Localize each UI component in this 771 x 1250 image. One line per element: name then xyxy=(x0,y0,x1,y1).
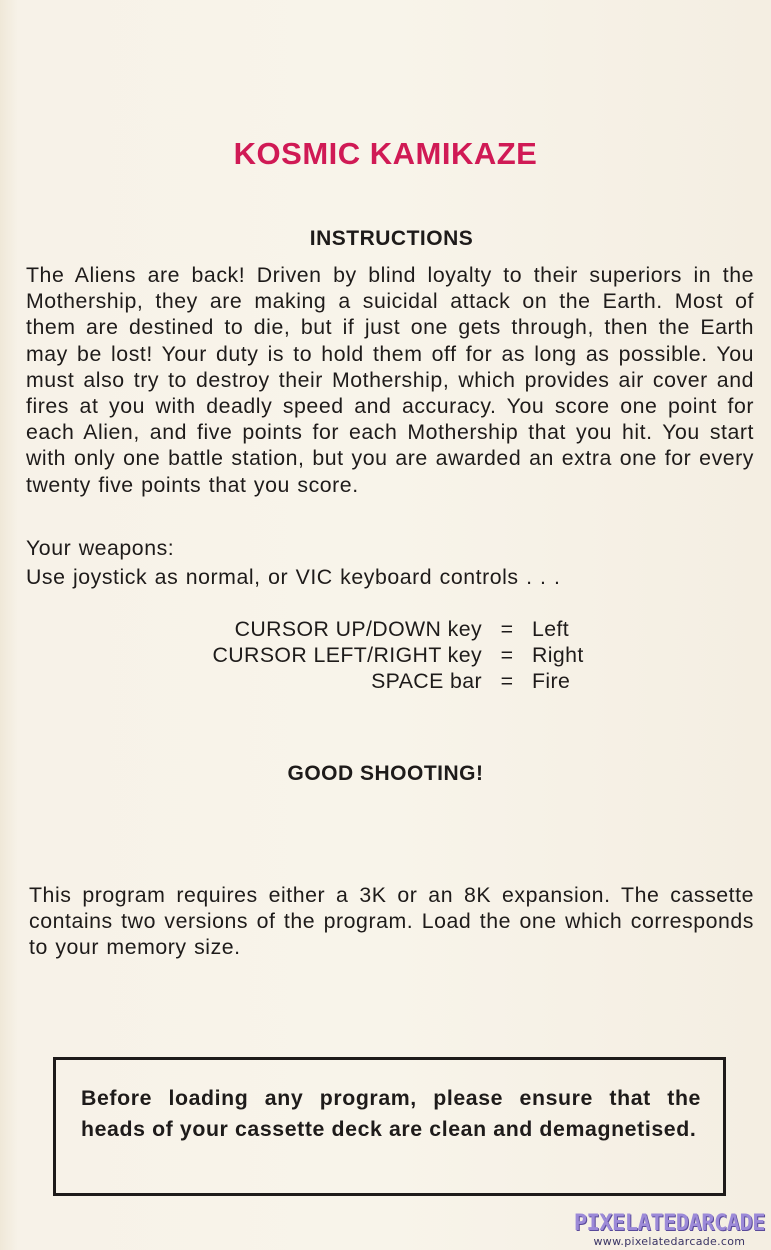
good-shooting-heading: GOOD SHOOTING! xyxy=(287,762,484,785)
control-action: Left xyxy=(532,617,570,641)
controls-table xyxy=(100,616,660,694)
watermark-url: www.pixelatedarcade.com xyxy=(593,1235,746,1248)
intro-paragraph: The Aliens are back! Driven by blind loyalty to their superiors in the Mothership, they are making a suicidal attack on the Earth. Most of them are destined to die, but if just one gets through, then the Earth may be lost! Your duty is to hold them off for as long as possible. You must also try to destroy their Mothership, which provides air cover and fires at you with deadly speed and accuracy. You score one point for each Alien, and five points for each Mothership that you hit. You start with only one battle station, but you are awarded an extra one for every twenty five points that you score. xyxy=(26,263,754,497)
joystick-line: Use joystick as normal, or VIC keyboard controls . . . xyxy=(26,565,561,589)
memory-paragraph: This program requires either a 3K or an 8K expansion. The cassette contains two versions of the program. Load the one which corresponds to your memory size. xyxy=(29,883,754,960)
notice-text: Before loading any program, please ensure that the heads of your cassette deck are clean and demagnetised. xyxy=(81,1086,701,1141)
control-action: Fire xyxy=(532,669,571,693)
game-title: KOSMIC KAMIKAZE xyxy=(233,136,538,171)
control-key: SPACE bar xyxy=(371,669,482,693)
control-key: CURSOR UP/DOWN key xyxy=(234,617,482,641)
weapons-label: Your weapons: xyxy=(26,536,175,560)
control-row xyxy=(100,616,660,642)
control-key: CURSOR LEFT/RIGHT key xyxy=(212,643,482,667)
control-equals: = xyxy=(500,669,514,693)
control-action: Right xyxy=(532,643,584,667)
watermark-logo: PIXELATEDARCADE xyxy=(573,1211,765,1236)
instructions-heading: INSTRUCTIONS xyxy=(309,227,474,250)
control-row xyxy=(100,668,660,694)
notice-box xyxy=(53,1057,726,1196)
control-equals: = xyxy=(500,643,514,667)
watermark xyxy=(574,1212,765,1248)
control-equals: = xyxy=(500,617,514,641)
control-row xyxy=(100,642,660,668)
